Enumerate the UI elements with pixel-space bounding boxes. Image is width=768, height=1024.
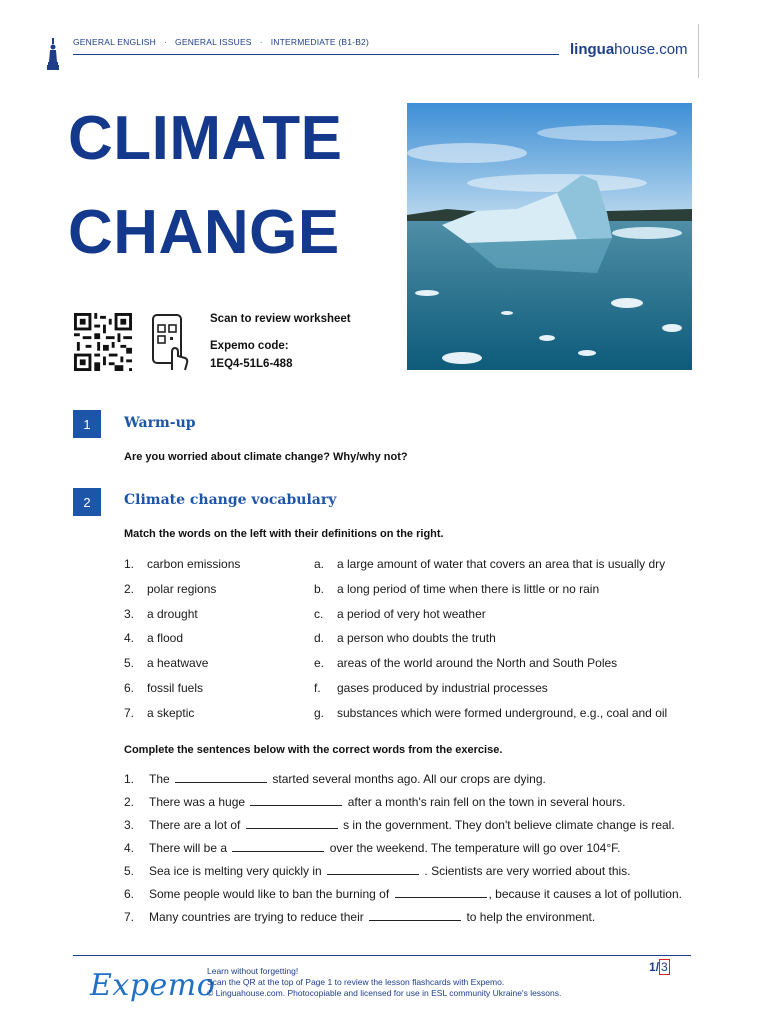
- page-total: 3: [661, 960, 668, 974]
- breadcrumb-item: INTERMEDIATE (B1-B2): [270, 37, 370, 47]
- title-line: CLIMATE: [68, 104, 343, 173]
- breadcrumb: GENERAL ENGLISH · GENERAL ISSUES · INTERMEDIATE (B1-B2): [73, 37, 370, 47]
- footer-divider: [73, 955, 691, 956]
- sentence-item: 4. There will be a over the weekend. The temperature will go over 104°F.: [124, 841, 621, 855]
- footer-tagline: Learn without forgetting!: [207, 966, 299, 976]
- section-title: Warm-up: [124, 415, 196, 431]
- sentence-item: 5. Sea ice is melting very quickly in . Scientists are very worried about this.: [124, 864, 631, 878]
- qr-code-icon[interactable]: [73, 313, 133, 371]
- statue-of-liberty-icon: [46, 38, 60, 70]
- completion-instruction: Complete the sentences below with the correct words from the exercise.: [124, 744, 503, 756]
- word-item: 7. a skeptic: [124, 706, 195, 720]
- word-item: 1. carbon emissions: [124, 557, 241, 571]
- expemo-code-label: Expemo code:: [210, 340, 289, 352]
- page-number: 1/ 3: [649, 960, 668, 974]
- warmup-question: Are you worried about climate change? Why/why not?: [124, 451, 408, 463]
- definition-item: d. a person who doubts the truth: [314, 631, 496, 645]
- answer-blank[interactable]: [369, 910, 461, 921]
- answer-blank[interactable]: [327, 864, 419, 875]
- iceberg-photo: [407, 103, 692, 370]
- section-number: 1: [73, 410, 101, 438]
- answer-blank[interactable]: [395, 887, 487, 898]
- answer-blank[interactable]: [175, 772, 267, 783]
- title-line: CHANGE: [68, 198, 340, 267]
- phone-scan-icon: [150, 312, 190, 372]
- footer-instructions: Scan the QR at the top of Page 1 to review the lesson flashcards with Expemo.: [207, 977, 505, 987]
- expemo-logo[interactable]: Expemo: [90, 968, 216, 1003]
- definition-item: a. a large amount of water that covers an area that is usually dry: [314, 557, 666, 571]
- section-number: 2: [73, 488, 101, 516]
- word-item: 6. fossil fuels: [124, 681, 204, 695]
- definition-item: f. gases produced by industrial processes: [314, 681, 548, 695]
- definition-item: c. a period of very hot weather: [314, 607, 486, 621]
- scan-heading: Scan to review worksheet: [210, 313, 351, 325]
- breadcrumb-item: GENERAL ISSUES: [175, 37, 252, 47]
- definition-item: e. areas of the world around the North and South Poles: [314, 656, 618, 670]
- sentence-item: 2. There was a huge after a month's rain fell on the town in several hours.: [124, 795, 626, 809]
- sentence-item: 7. Many countries are trying to reduce their to help the environment.: [124, 910, 596, 924]
- breadcrumb-item: GENERAL ENGLISH: [73, 37, 156, 47]
- word-item: 5. a heatwave: [124, 656, 209, 670]
- word-item: 3. a drought: [124, 607, 198, 621]
- header-divider: [73, 54, 559, 55]
- sentence-item: 3. There are a lot of s in the government. They don't believe climate change is real.: [124, 818, 675, 832]
- sentence-item: 6. Some people would like to ban the burning of , because it causes a lot of pollution.: [124, 887, 682, 901]
- matching-instruction: Match the words on the left with their definitions on the right.: [124, 528, 444, 540]
- answer-blank[interactable]: [250, 795, 342, 806]
- section-title: Climate change vocabulary: [124, 492, 337, 508]
- sentence-item: 1. The started several months ago. All our crops are dying.: [124, 772, 546, 786]
- answer-blank[interactable]: [246, 818, 338, 829]
- footer-copyright: © Linguahouse.com. Photocopiable and licensed for use in ESL community Ukraine's lessons.: [207, 988, 562, 998]
- word-item: 4. a flood: [124, 631, 184, 645]
- page-title: [68, 92, 342, 280]
- definition-item: b. a long period of time when there is little or no rain: [314, 582, 600, 596]
- definition-item: g. substances which were formed underground, e.g., coal and oil: [314, 706, 668, 720]
- answer-blank[interactable]: [232, 841, 324, 852]
- header-vertical-divider: [698, 24, 699, 78]
- brand-logo: linguahouse.com: [570, 41, 688, 58]
- expemo-code: 1EQ4-51L6-488: [210, 358, 293, 370]
- word-item: 2. polar regions: [124, 582, 217, 596]
